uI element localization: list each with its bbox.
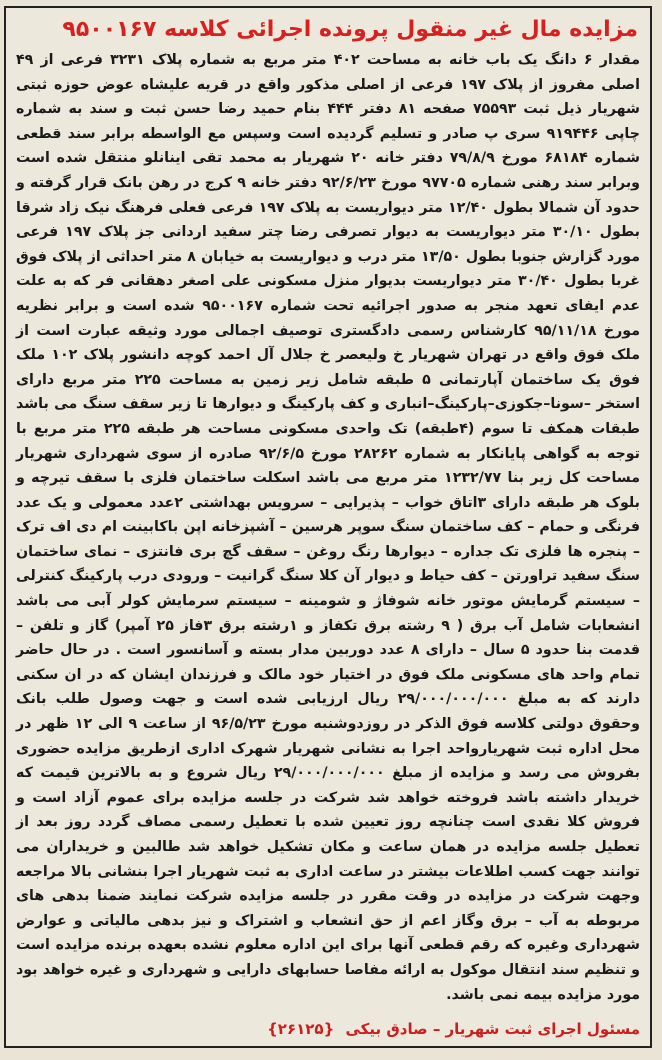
notice-signature: مسئول اجرای ثبت شهریار – صادق بیکی <box>345 1020 640 1038</box>
auction-notice <box>4 6 652 1048</box>
notice-title: مزایده مال غیر منقول پرونده اجرائی کلاسه ۹۵۰۰۱۶۷ <box>62 17 638 42</box>
notice-body: مقدار ۶ دانگ یک باب خانه به مساحت ۴۰۲ متر مربع به شماره پلاک ۳۲۳۱ فرعی از ۴۹ اصلی مفروز از پلاک ۱۹۷ فرعی از اصلی مذکور واقع در قریه علیشاه عوض حوزه ثبتی شهریار ذیل ثبت ۷۵۵۹۳ صفحه ۸۱ دفتر ۴۴۴ بنام حمید رضا حسن ثبت و سند به شماره چاپی ۹۱۹۴۴۶ سری پ صادر و تسلیم گردیده است وسپس مع الواسطه برابر سند قطعی شماره ۶۸۱۸۴ مورخ ۷۹/۸/۹ دفتر خانه ۲۰ شهریار به محمد تقی اینانلو منتقل شده است وبرابر سند رهنی شماره ۹۷۷۰۵ مورخ ۹۲/۶/۲۳ دفتر خانه ۹ کرج در رهن بانک قرار گرفته و حدود آن شمالا بطول ۱۲/۴۰ متر دیواریست به پلاک ۱۹۷ فرعی فعلی فرهنگ نیک زاد شرقا بطول ۳۰/۱۰ متر دیواریست به دیوار تصرفی رضا چتر سفید اردانی جز پلاک ۱۹۷ فرعی مورد گزارش جنوبا بطول ۱۳/۵۰ متر درب و دیواریست به خیابان ۸ متر احداثی از پلاک فوق غربا بطول ۳۰/۴۰ متر دیواریست بدیوار منزل مسکونی علی اصغر دهقانی فر که به علت عدم ایفای تعهد منجر به صدور اجرائیه تحت شماره ۹۵۰۰۱۶۷ شده است و برابر نظریه مورخ ۹۵/۱۱/۱۸ کارشناس رسمی دادگستری توصیف اجمالی مورد وثیقه عبارت است از ملک فوق واقع در تهران شهریار خ ولیعصر خ جلال آل احمد کوچه دانشور پلاک ۱۰۲ ملک فوق یک ساختمان آپارتمانی ۵ طبقه شامل زیر زمین به مساحت ۲۲۵ متر مربع دارای استخر –سونا–جکوزی–پارکینگ–انباری و کف پارکینگ و دیوارها تا زیر سقف سنگ می باشد طبقات همکف تا سوم (۴طبقه) تک واحدی مسکونی مساحت هر طبقه ۲۲۵ متر مربع با توجه به گواهی پایانکار به شماره ۲۸۲۶۲ مورخ ۹۲/۶/۵ صادره از سوی شهرداری شهریار مساحت کل زیر بنا ۱۲۳۲/۷۷ متر مربع می باشد اسکلت ساختمان فلزی با سقف تیرچه و بلوک هر طبقه دارای ۳اتاق خواب – پذیرایی – سرویس بهداشتی ۲عدد معمولی و یک عدد فرنگی و حمام – کف ساختمان سنگ سوپر هرسین – آشپزخانه اپن باکابینت ام دی اف ترک – پنجره ها فلزی تک جداره – دیوارها رنگ روغن – سقف گچ بری فانتزی – نمای ساختمان سنگ سفید تراورتن – کف حیاط و دیوار آن کلا سنگ گرانیت – ورودی درب پارکینگ کنترلی – سیستم گرمایش موتور خانه شوفاژ و شومینه – سیستم سرمایش کولر آبی می باشد انشعابات شامل آب برق ( ۹ رشته برق تکفاز و ۱رشته برق ۳فاز ۲۵ آمپر) گاز و تلفن –قدمت بنا حدود ۵ سال – دارای ۸ عدد دوربین مدار بسته و آسانسور است . در حال حاضر تمام واحد های مسکونی ملک فوق در اختیار خود مالک و فرزندان ایشان که در ان سکنی دارند که به مبلغ ۲۹/۰۰۰/۰۰۰/۰۰۰ ریال ارزیابی شده است و جهت وصول طلب بانک وحقوق دولتی کلاسه فوق الذکر در روزدوشنبه مورخ ۹۶/۵/۲۳ از ساعت ۹ الی ۱۲ ظهر در محل اداره ثبت شهریارواحد اجرا به نشانی شهریار شهرک اداری ازطریق مزایده حضوری بفروش می رسد و مزایده از مبلغ ۲۹/۰۰۰/۰۰۰/۰۰۰ ریال شروع و به بالاترین قیمت که خریدار داشته باشد فروخته خواهد شد شرکت در جلسه مزایده برای عموم آزاد است و فروش کلا نقدی است چنانچه روز تعیین شده با تعطیل رسمی مصاف گردد روز بعد از تعطیل جلسه مزایده در همان ساعت و مکان تشکیل خواهد شد طالبین و خریداران می توانند جهت کسب اطلاعات بیشتر در ساعت اداری به ثبت شهریار اجرا بنشانی بالا مراجعه وجهت شرکت در مزایده در وقت مقرر در جلسه مزایده شرکت نمایند ضمنا بدهی های مربوطه به آب – برق وگاز اعم از حق انشعاب و اشتراک و نیز بدهی مالیاتی و عوارض شهرداری وغیره که رقم قطعی آنها برای این اداره معلوم نشده بعهده برنده مزایده است و تنظیم سند انتقال موکول به ارائه مفاصا حسابهای دارایی و شهرداری و غیره خواهد بود مورد مزایده بیمه نمی باشد. <box>16 52 641 1003</box>
notice-code: {۲۶۱۲۵} <box>267 1020 335 1038</box>
notice-footer <box>16 1018 640 1040</box>
